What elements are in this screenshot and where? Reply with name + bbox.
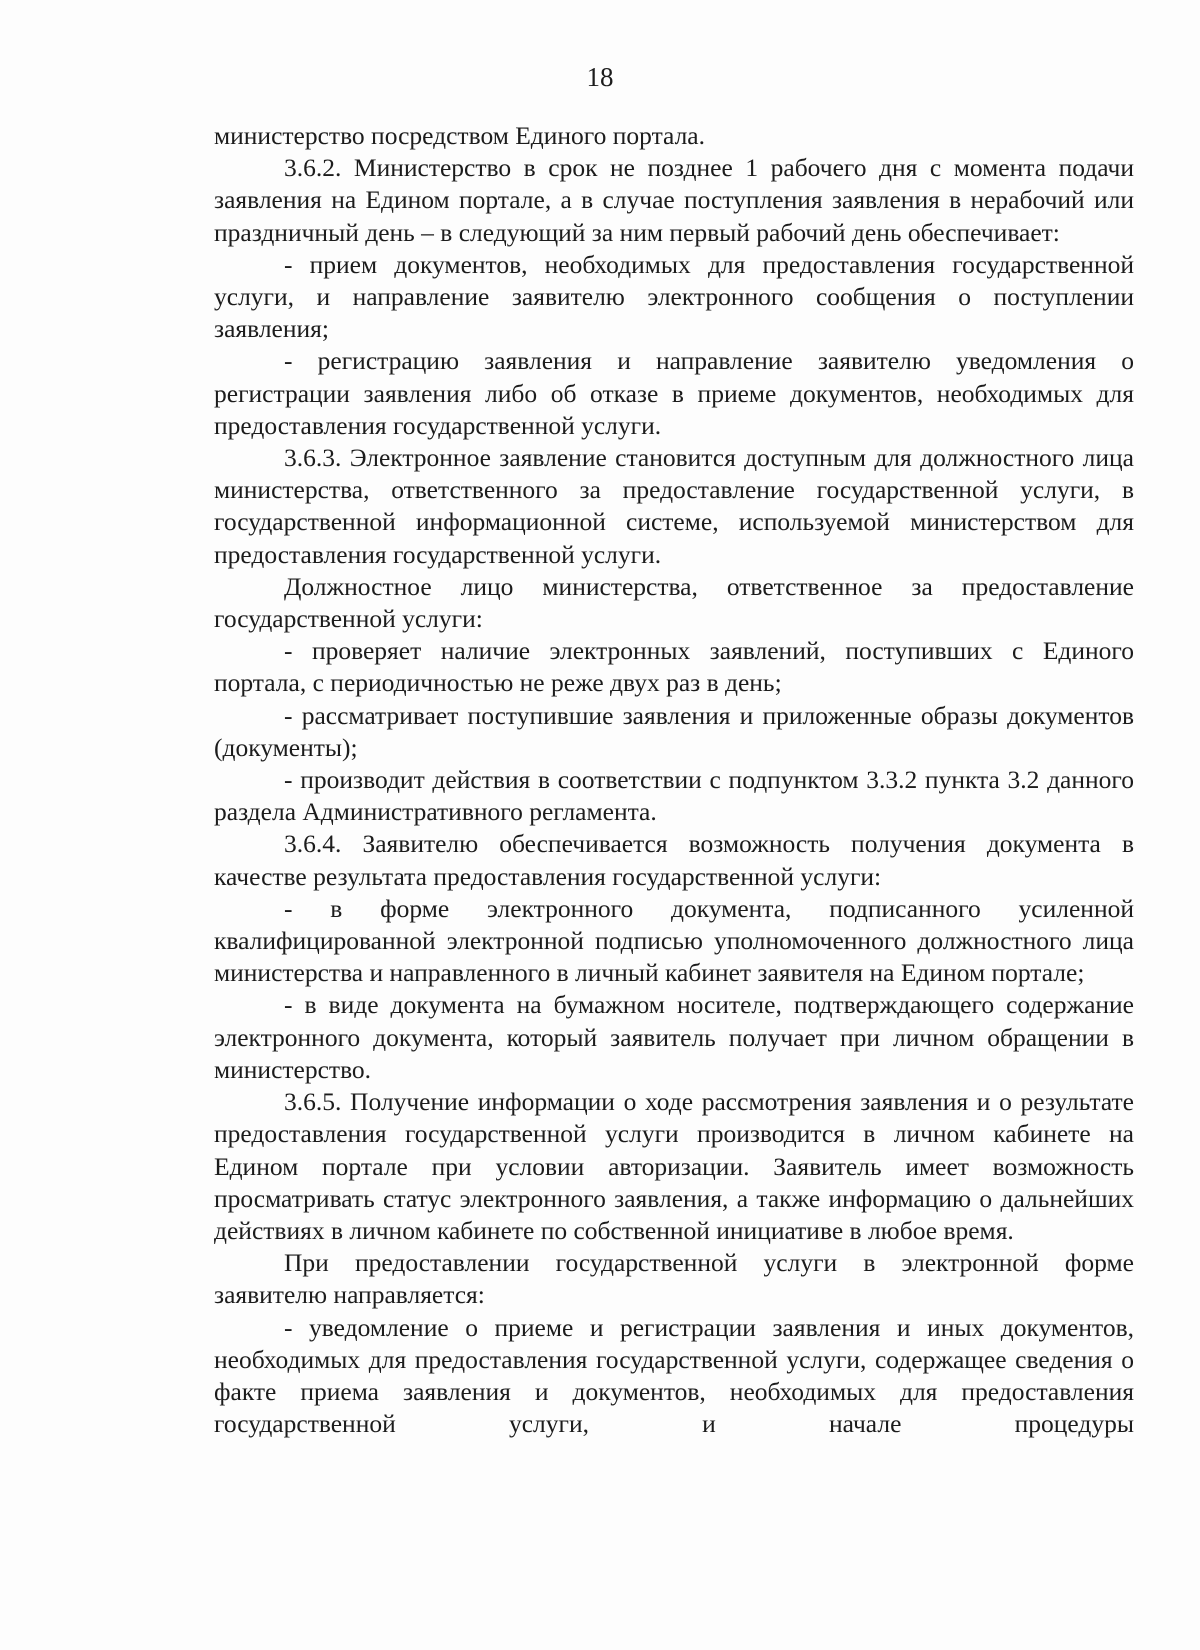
list-item: - в виде документа на бумажном носителе, подтверждающего содержание электронного документа, который заявитель получает при личном обращении в министерство. xyxy=(214,990,1134,1084)
list-item: - регистрацию заявления и направление заявителю уведомления о регистрации заявления либо об отказе в приеме документов, необходимых для предоставления государственной услуги. xyxy=(214,346,1134,440)
document-body xyxy=(214,120,1134,1440)
paragraph: 3.6.2. Министерство в срок не позднее 1 рабочего дня с момента подачи заявления на Едином портале, а в случае поступления заявления в нерабочий или праздничный день – в следующий за ним первый рабочий день обеспечивает: xyxy=(214,153,1134,247)
list-item: - прием документов, необходимых для предоставления государственной услуги, и направление заявителю электронного сообщения о поступлении заявления; xyxy=(214,249,1134,344)
list-item: - рассматривает поступившие заявления и приложенные образы документов (документы); xyxy=(214,700,1134,762)
list-item: - производит действия в соответствии с подпунктом 3.3.2 пункта 3.2 данного раздела Административного регламента. xyxy=(214,765,1134,827)
paragraph: При предоставлении государственной услуги в электронной форме заявителю направляется: xyxy=(214,1248,1134,1310)
list-item: - в форме электронного документа, подписанного усиленной квалифицированной электронной подписью уполномоченного должностного лица министерства и направленного в личный кабинет заявителя на Едином портале; xyxy=(214,893,1134,988)
page-number: 18 xyxy=(586,62,614,92)
paragraph: министерство посредством Единого портала. xyxy=(214,121,705,150)
list-item: - уведомление о приеме и регистрации заявления и иных документов, необходимых для предоставления государственной услуги, содержащее сведения о факте приема заявления и документов, необходимых для предоставления государственной услуги, и начале процедуры xyxy=(214,1312,1134,1439)
paragraph: 3.6.5. Получение информации о ходе рассмотрения заявления и о результате предоставления государственной услуги производится в личном кабинете на Едином портале при условии авторизации. Заявитель имеет возможность просматривать статус электронного заявления, а также информацию о дальнейших действиях в личном кабинете по собственной инициативе в любое время. xyxy=(214,1087,1134,1245)
paragraph: 3.6.3. Электронное заявление становится доступным для должностного лица министерства, ответственного за предоставление государственной услуги, в государственной информационной системе, используемой министерством для предоставления государственной услуги. xyxy=(214,443,1134,569)
paragraph: 3.6.4. Заявителю обеспечивается возможность получения документа в качестве результата предоставления государственной услуги: xyxy=(214,829,1134,891)
paragraph: Должностное лицо министерства, ответственное за предоставление государственной услуги: xyxy=(214,571,1134,634)
list-item: - проверяет наличие электронных заявлений, поступивших с Единого портала, с периодичностью не реже двух раз в день; xyxy=(214,636,1134,698)
